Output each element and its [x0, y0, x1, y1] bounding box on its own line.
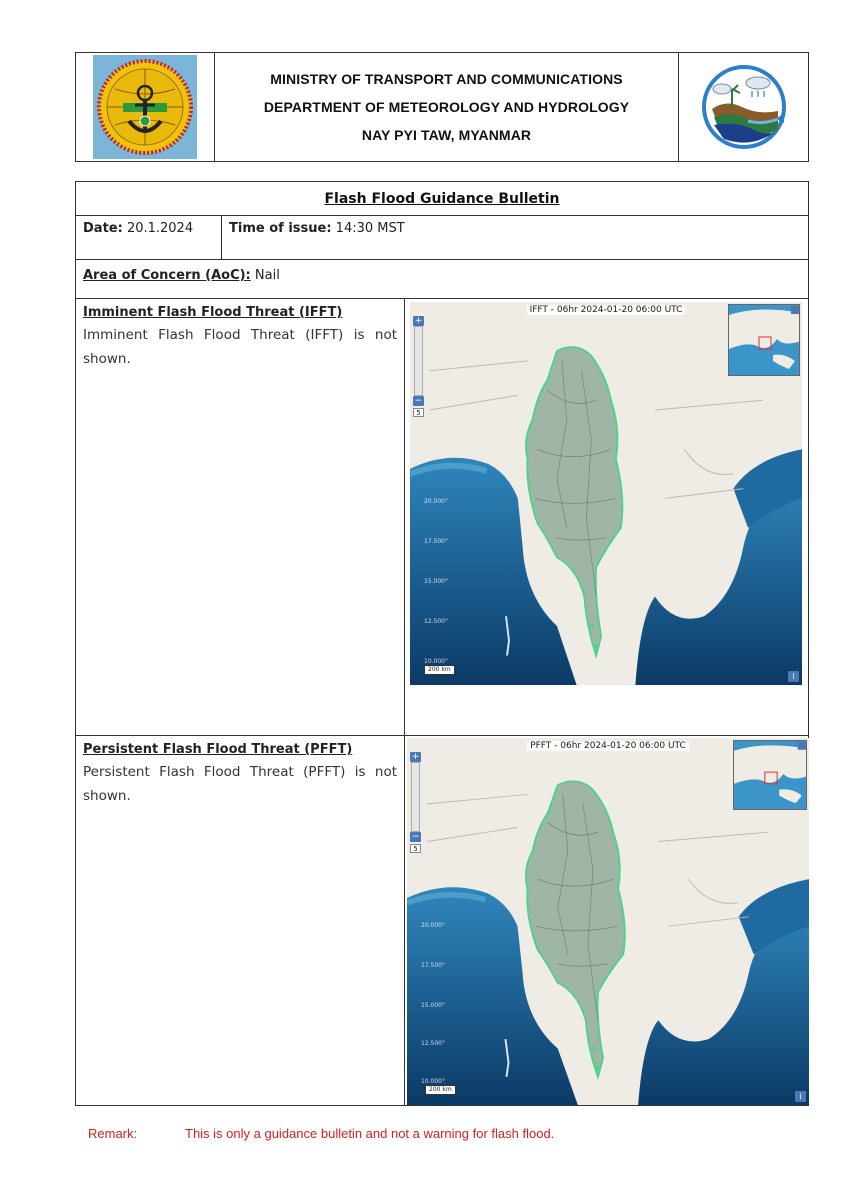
pfft-section	[76, 736, 808, 1105]
lat-tick: 17.500°	[424, 538, 448, 545]
department-name: DEPARTMENT OF METEOROLOGY AND HYDROLOGY	[263, 99, 630, 115]
dmh-logo-cell	[678, 53, 808, 161]
pfft-text-cell	[76, 736, 405, 1105]
info-icon[interactable]: i	[795, 1091, 806, 1102]
time-of-issue-cell	[222, 216, 808, 259]
date-cell	[76, 216, 222, 259]
overview-map-image	[729, 305, 800, 376]
aoc-value: Nail	[254, 268, 280, 283]
ministry-emblem-icon	[93, 55, 197, 159]
ifft-map-title: IFFT - 06hr 2024-01-20 06:00 UTC	[410, 305, 802, 315]
bulletin-title-row	[76, 182, 808, 216]
lat-tick: 20.000°	[421, 922, 445, 929]
zoom-in-button[interactable]: +	[411, 752, 420, 762]
remark	[88, 1126, 554, 1141]
lat-tick: 20.000°	[424, 498, 448, 505]
letterhead	[75, 52, 809, 162]
remark-label: Remark:	[88, 1126, 138, 1141]
zoom-slider[interactable]	[411, 762, 420, 832]
zoom-level: 5	[413, 408, 424, 417]
lat-tick: 17.500°	[421, 962, 445, 969]
ministry-emblem-cell	[76, 53, 215, 161]
ifft-zoom-control[interactable]	[413, 316, 424, 417]
zoom-out-button[interactable]: −	[414, 396, 423, 406]
time-of-issue-label: Time of issue:	[229, 221, 332, 236]
hydrological-cycle-icon	[692, 59, 796, 155]
zoom-level: 5	[410, 844, 421, 853]
aoc-label: Area of Concern (AoC):	[83, 268, 251, 283]
pfft-heading: Persistent Flash Flood Threat (PFFT)	[83, 742, 353, 757]
pfft-map-title: PFFT - 06hr 2024-01-20 06:00 UTC	[407, 741, 809, 751]
ifft-text-cell	[76, 299, 405, 735]
overview-map-image	[734, 741, 807, 810]
lat-tick: 10.000°	[424, 658, 448, 665]
pfft-description: Persistent Flash Flood Threat (PFFT) is not shown.	[83, 764, 397, 804]
pfft-map[interactable]	[407, 738, 809, 1105]
location-name: NAY PYI TAW, MYANMAR	[361, 127, 532, 143]
date-value: 20.1.2024	[126, 221, 194, 236]
lat-tick: 15.000°	[424, 578, 448, 585]
time-of-issue-value: 14:30 MST	[335, 221, 405, 236]
ifft-section	[76, 299, 808, 736]
bulletin-table	[75, 181, 809, 1106]
area-of-concern-row	[76, 260, 808, 299]
zoom-slider[interactable]	[414, 326, 423, 396]
ifft-overview-map[interactable]	[728, 304, 800, 376]
ministry-name: MINISTRY OF TRANSPORT AND COMMUNICATIONS	[270, 71, 623, 87]
lat-tick: 12.500°	[424, 618, 448, 625]
lat-tick: 15.000°	[421, 1002, 445, 1009]
date-label: Date:	[83, 221, 123, 236]
pfft-overview-map[interactable]	[733, 740, 807, 810]
ministry-title-block	[215, 53, 678, 161]
ifft-heading: Imminent Flash Flood Threat (IFFT)	[83, 305, 343, 320]
lat-tick: 10.000°	[421, 1078, 445, 1085]
ifft-map[interactable]	[410, 302, 802, 685]
ifft-description: Imminent Flash Flood Threat (IFFT) is not shown.	[83, 327, 397, 367]
zoom-in-button[interactable]: +	[414, 316, 423, 326]
pfft-scale-bar: 200 km	[425, 1085, 456, 1095]
pfft-zoom-control[interactable]	[410, 752, 421, 853]
bulletin-title: Flash Flood Guidance Bulletin	[324, 190, 560, 207]
remark-text: This is only a guidance bulletin and not a warning for flash flood.	[185, 1126, 555, 1141]
info-icon[interactable]: i	[788, 671, 799, 682]
zoom-out-button[interactable]: −	[411, 832, 420, 842]
ifft-scale-bar: 200 km	[424, 665, 455, 675]
lat-tick: 12.500°	[421, 1040, 445, 1047]
date-time-row	[76, 216, 808, 260]
